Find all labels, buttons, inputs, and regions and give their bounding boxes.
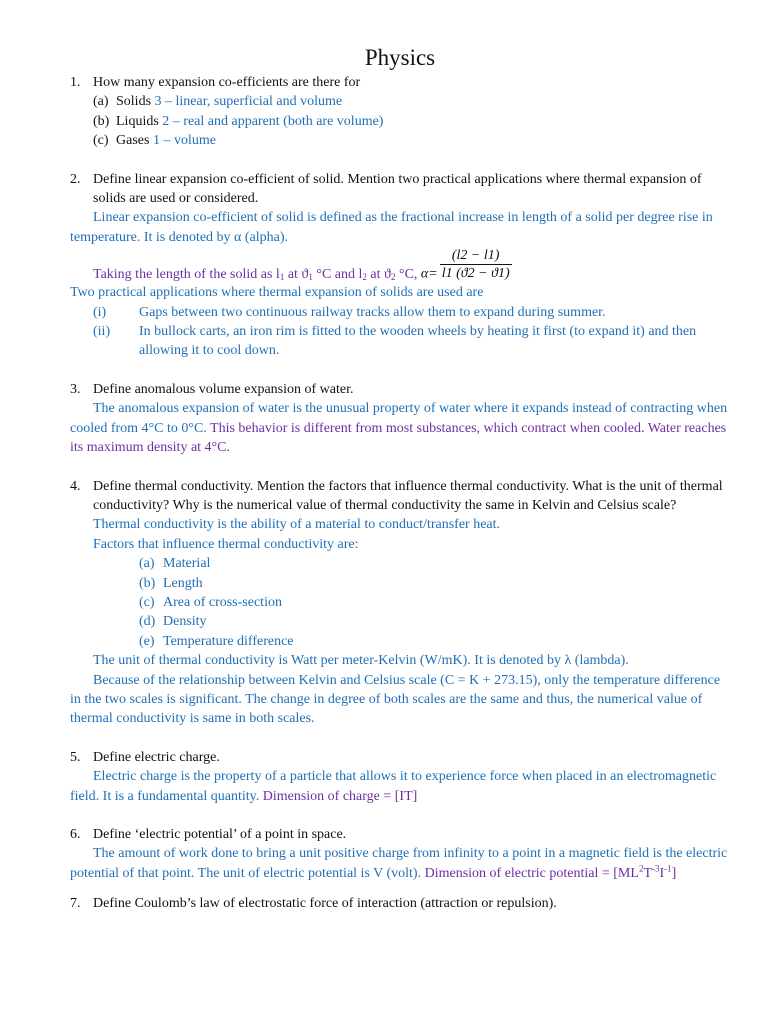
q2-answer-definition: Linear expansion co-efficient of solid is defined as the fractional increase in length of a solid per degree rise in temperature. It is denoted by α (alpha).	[70, 210, 713, 245]
question-text: Define thermal conductivity. Mention the factors that influence thermal conductivity. What is the unit of thermal conductivity? Why is the numerical value of thermal conductivity the same in Kelvin and Celsius scale?	[93, 478, 723, 513]
q4-factors-intro: Factors that influence thermal conductivity are:	[93, 536, 359, 552]
formula-intro: Taking the length of the solid as $l_1$ at $ϑ_1$ °C and $l_2$ at $ϑ_2$ °C,	[93, 266, 421, 282]
page-title: Physics	[364, 45, 436, 70]
question-text: How many expansion co-efficients are there for	[93, 75, 361, 90]
question-text: Define electric charge.	[93, 749, 220, 765]
q4-reason: Because of the relationship between Kelvin and Celsius scale (C = K + 273.15), only the temperature difference in the two scales is significant. The change in degree of both scales are the same and thus, the numerical value of thermal conductivity is same in both scales.	[70, 672, 721, 727]
question-6	[70, 825, 730, 844]
question-number: 6.	[70, 827, 81, 842]
question-number: 1.	[70, 75, 81, 90]
q1-item-gases: (c) Gases 1 – volume	[93, 133, 216, 149]
question-7	[70, 894, 730, 913]
q4-unit: The unit of thermal conductivity is Watt per meter-Kelvin (W/mK). It is denoted by λ (lambda).	[93, 653, 629, 669]
q4-factor-item: (a) Material	[139, 556, 211, 572]
document-page	[70, 44, 730, 914]
q1-item-liquids: (b) Liquids 2 – real and apparent (both are volume)	[93, 113, 384, 129]
q6-answer: The amount of work done to bring a unit positive charge from infinity to a point in a magnetic field is the electric potential of that point. The unit of electric potential is V (volt). Dimension of electric potential = $[ML^2T^{-3}I^{-1}]$	[70, 846, 728, 881]
q2-formula-line	[70, 247, 730, 283]
q4-factor-item: (d) Density	[139, 614, 207, 630]
formula-numerator: (l2 − l1)	[440, 247, 512, 265]
question-text: Define ‘electric potential’ of a point in space.	[93, 827, 347, 842]
question-4	[70, 477, 730, 516]
question-number: 3.	[70, 381, 81, 397]
question-number: 5.	[70, 749, 81, 765]
question-1	[70, 73, 730, 92]
answer-text: 1 – volume	[152, 133, 216, 149]
question-text: Define anomalous volume expansion of water.	[93, 381, 354, 397]
question-number: 4.	[70, 478, 81, 494]
answer-text: 3 – linear, superficial and volume	[154, 94, 343, 110]
question-5	[70, 748, 730, 767]
q2-app-item: (ii) In bullock carts, an iron rim is fitted to the wooden wheels by heating it first (to expand it) and then allowing it to cool down.	[93, 324, 697, 359]
q1-item-solids: (a) Solids 3 – linear, superficial and volume	[93, 94, 343, 110]
q4-factor-item: (c) Area of cross-section	[139, 594, 282, 610]
q4-definition: Thermal conductivity is the ability of a material to conduct/transfer heat.	[93, 517, 501, 533]
q4-factor-item: (e) Temperature difference	[139, 633, 294, 649]
question-3	[70, 380, 730, 399]
question-number: 2.	[70, 171, 81, 187]
question-text: Define linear expansion co-efficient of solid. Mention two practical applications where thermal expansion of solids are used or considered.	[93, 171, 702, 207]
q2-apps-intro: Two practical applications where thermal expansion of solids are used are	[70, 285, 484, 301]
formula-denominator: l1 (ϑ2 − ϑ1)	[441, 266, 510, 282]
question-number: 7.	[70, 896, 81, 912]
q4-factor-item: (b) Length	[139, 575, 203, 591]
formula-fraction	[440, 247, 512, 282]
q5-answer: Electric charge is the property of a particle that allows it to experience force when placed in an electromagnetic field. It is a fundamental quantity. Dimension of charge = [IT]	[70, 769, 717, 804]
question-2	[70, 170, 730, 209]
q2-app-item: (i) Gaps between two continuous railway tracks allow them to expand during summer.	[93, 304, 606, 320]
dimension-text: Dimension of electric potential = $[ML^2T^{-3}I^{-1}]$	[424, 863, 677, 881]
question-text: Define Coulomb’s law of electrostatic force of interaction (attraction or repulsion).	[93, 896, 557, 912]
q3-answer: The anomalous expansion of water is the unusual property of water where it expands instead of contracting when cooled from 4°C to 0°C. This behavior is different from most substances, which contract when cooled. Water reaches its maximum density at 4°C.	[70, 401, 728, 456]
answer-text: 2 – real and apparent (both are volume)	[162, 113, 384, 129]
formula-lhs: α=	[420, 266, 438, 282]
